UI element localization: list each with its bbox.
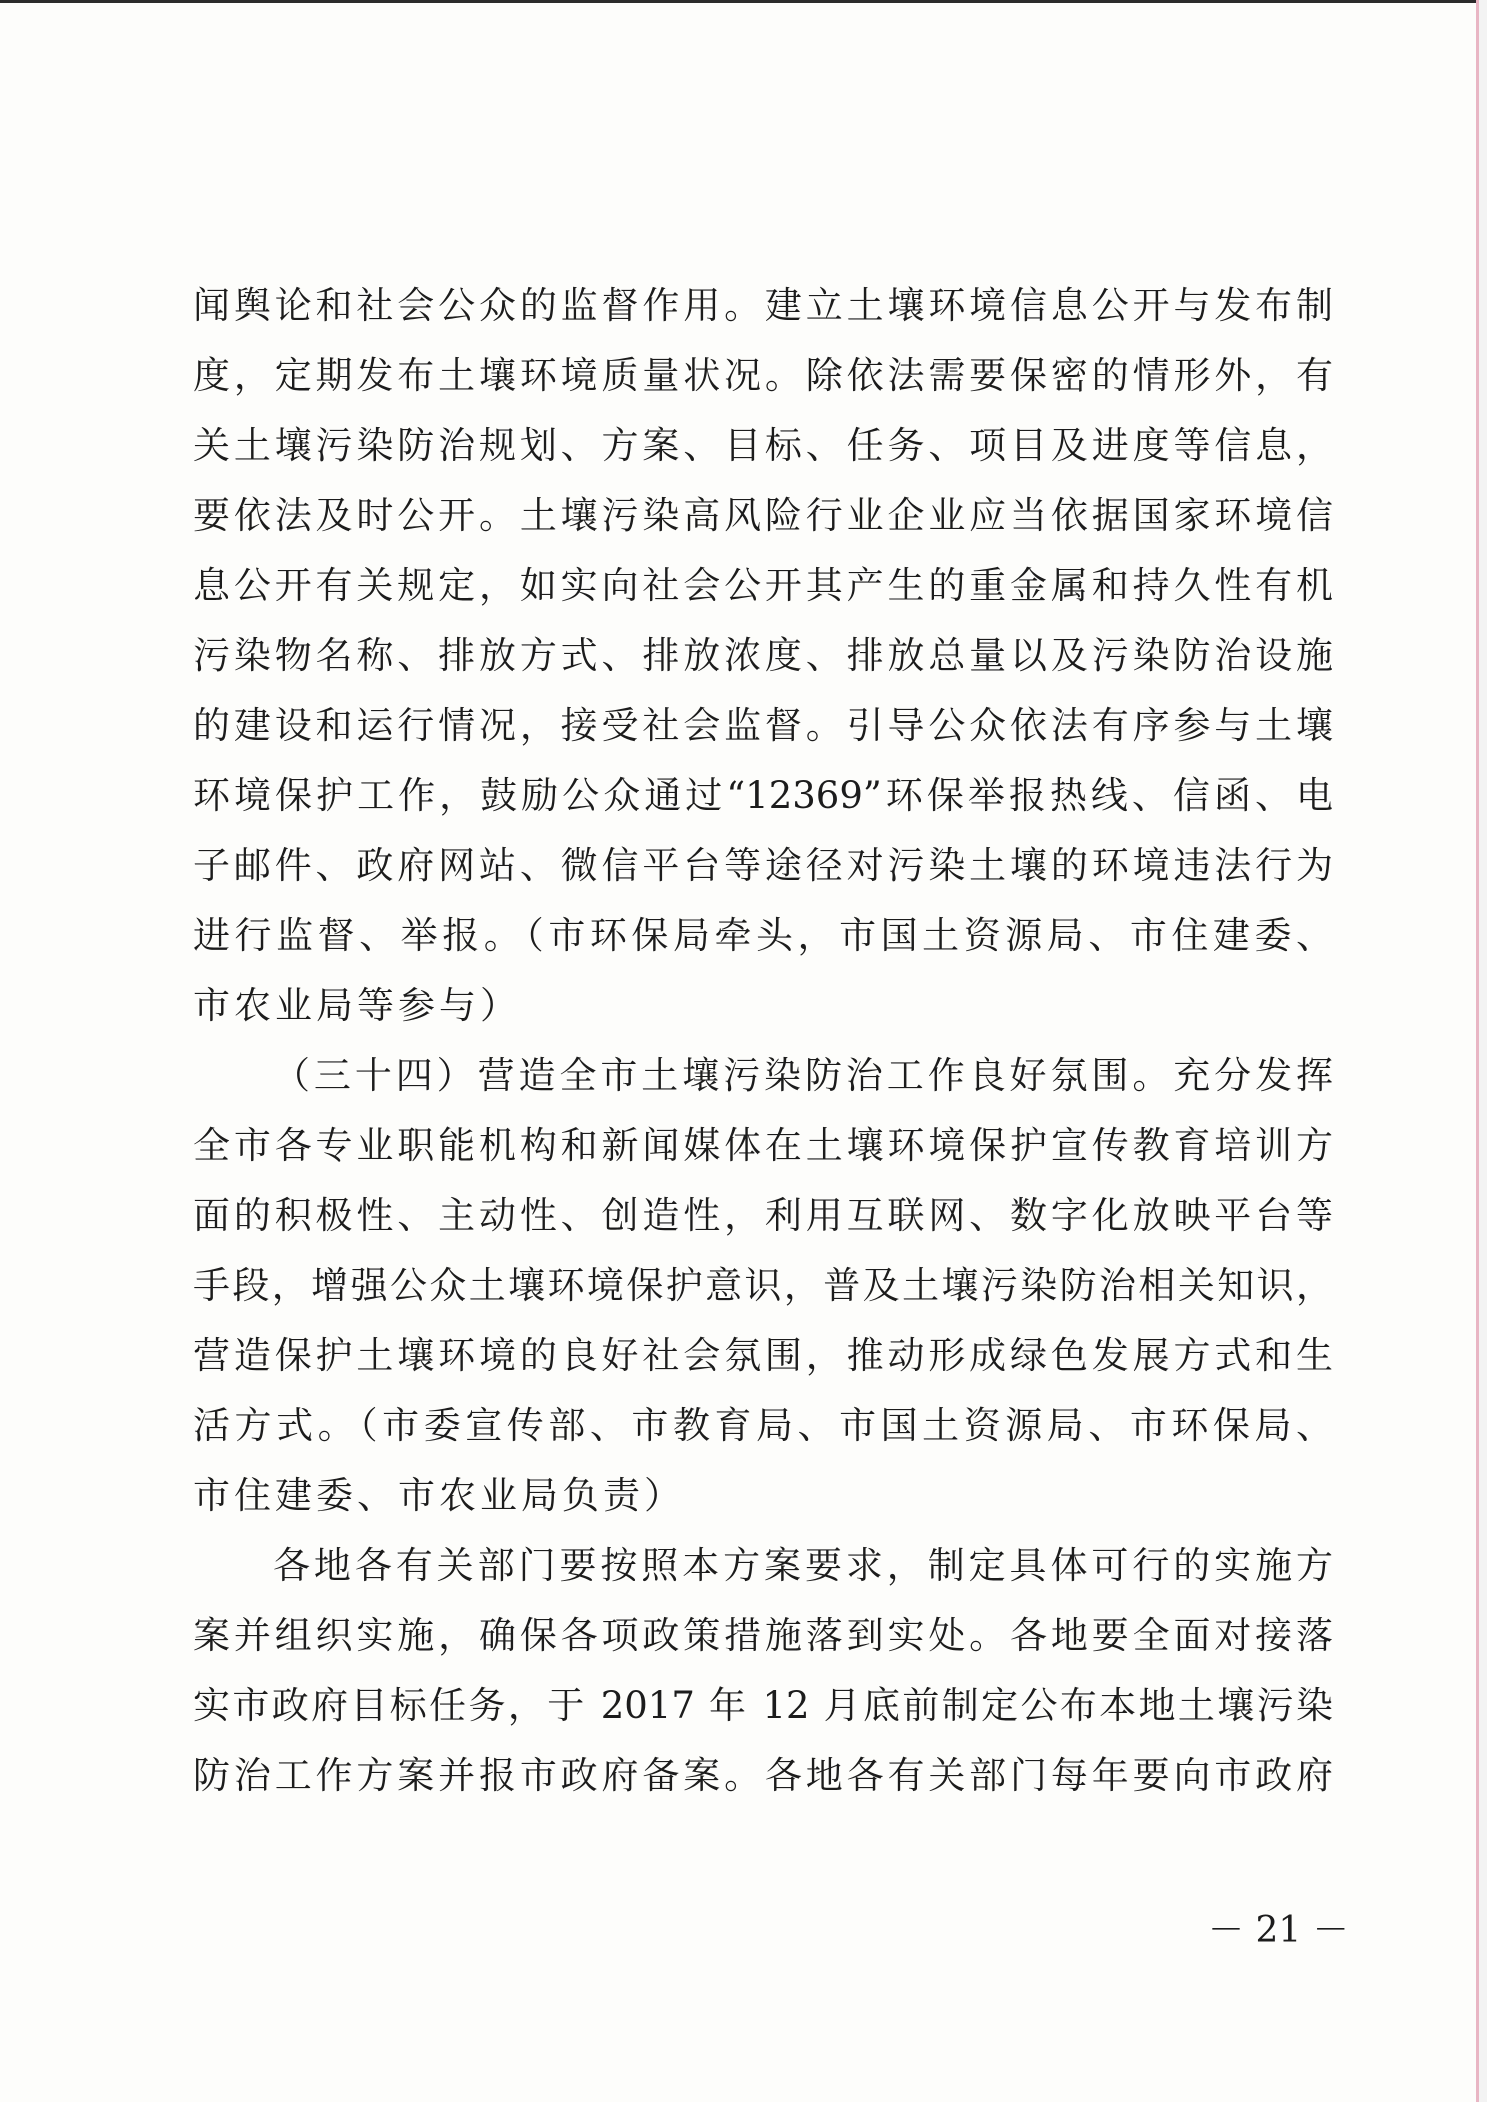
- text-line: 子邮件、政府网站、微信平台等途径对污染土壤的环境违法行为: [193, 844, 1333, 887]
- body-text: [193, 271, 1333, 1811]
- text-line: 关土壤污染防治规划、方案、目标、任务、项目及进度等信息，: [193, 424, 1333, 467]
- top-border-line: [0, 0, 1487, 3]
- text-line: 防治工作方案并报市政府备案。各地各有关部门每年要向市政府: [193, 1754, 1333, 1797]
- text-line: 面的积极性、主动性、创造性，利用互联网、数字化放映平台等: [193, 1194, 1333, 1237]
- text-line: 案并组织实施，确保各项政策措施落到实处。各地要全面对接落: [193, 1614, 1333, 1657]
- text-line: 市住建委、市农业局负责）: [193, 1474, 685, 1517]
- text-line: 息公开有关规定，如实向社会公开其产生的重金属和持久性有机: [193, 564, 1333, 607]
- page-number: － 21 －: [1208, 1910, 1349, 1951]
- text-line: 市农业局等参与）: [193, 984, 521, 1027]
- text-line: 闻舆论和社会公众的监督作用。建立土壤环境信息公开与发布制: [193, 284, 1333, 327]
- text-line: 手段，增强公众土壤环境保护意识，普及土壤污染防治相关知识，: [193, 1264, 1333, 1307]
- text-line: 进行监督、举报。（市环保局牵头，市国土资源局、市住建委、: [193, 914, 1333, 957]
- text-line: 要依法及时公开。土壤污染高风险行业企业应当依据国家环境信: [193, 494, 1333, 537]
- text-line: 营造保护土壤环境的良好社会氛围，推动形成绿色发展方式和生: [193, 1334, 1333, 1377]
- text-line: 度，定期发布土壤环境质量状况。除依法需要保密的情形外，有: [193, 354, 1333, 397]
- text-line: （三十四）营造全市土壤污染防治工作良好氛围。充分发挥: [273, 1054, 1333, 1097]
- text-line: 的建设和运行情况，接受社会监督。引导公众依法有序参与土壤: [193, 704, 1333, 747]
- page-edge-shadow: [1479, 0, 1487, 2102]
- text-line: 环境保护工作，鼓励公众通过“12369”环保举报热线、信函、电: [193, 774, 1333, 817]
- text-line: 全市各专业职能机构和新闻媒体在土壤环境保护宣传教育培训方: [193, 1124, 1333, 1167]
- text-line: 实市政府目标任务，于 2017 年 12 月底前制定公布本地土壤污染: [193, 1684, 1333, 1727]
- text-line: 活方式。（市委宣传部、市教育局、市国土资源局、市环保局、: [193, 1404, 1333, 1447]
- text-line: 各地各有关部门要按照本方案要求，制定具体可行的实施方: [273, 1544, 1333, 1587]
- page-edge-line: [1476, 0, 1479, 2102]
- text-line: 污染物名称、排放方式、排放浓度、排放总量以及污染防治设施: [193, 634, 1333, 677]
